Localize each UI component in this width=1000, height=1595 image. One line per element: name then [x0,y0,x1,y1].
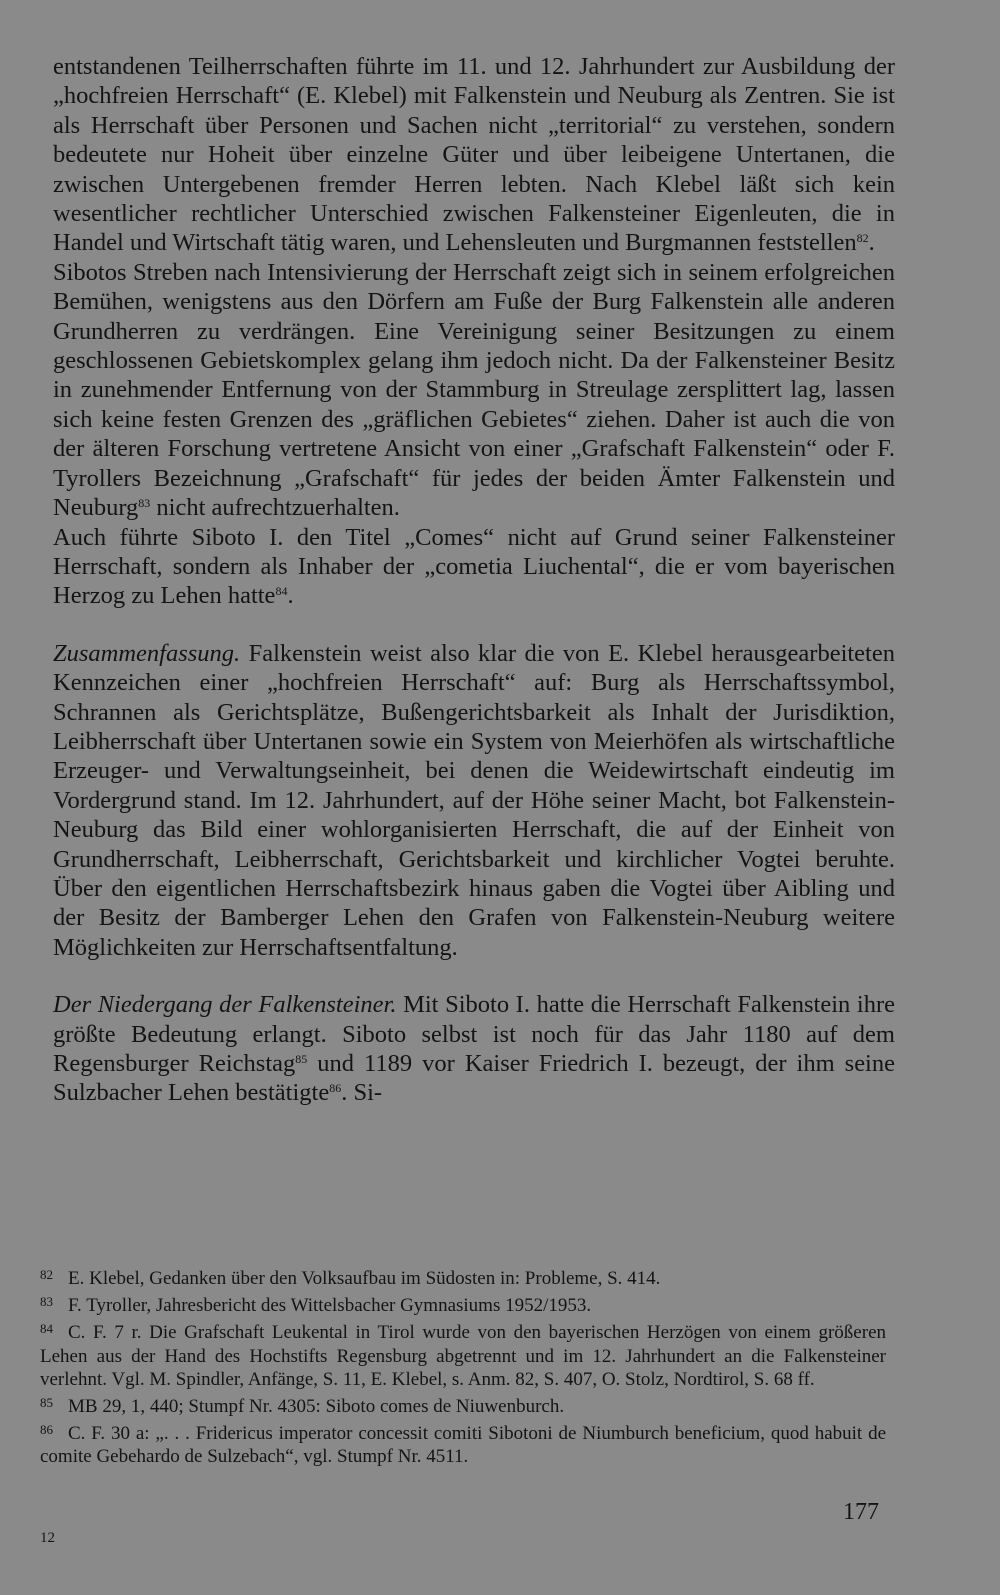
paragraph-3: Auch führte Siboto I. den Titel „Comes“ nicht auf Grund seiner Falkensteiner Herrschaft, sondern als Inhaber der „cometia Liuchental“, die er vom bayerischen Herzog zu Lehen hatte$^{84}$. [53,523,895,610]
section-heading-summary: Zusammenfassung. [53,639,241,667]
footnote-number: 83 [40,1294,53,1310]
paragraph-1: entstandenen Teilherrschaften führte im 11. und 12. Jahrhundert zur Ausbildung der „hochfreien Herrschaft“ (E. Klebel) mit Falkenstein und Neuburg als Zentren. Sie ist als Herrschaft über Personen und Sachen nicht „territorial“ zu verstehen, sondern bedeutete nur Hoheit über einzelne Güter und über leibeigene Untertanen, die zwischen Untergebenen fremder Herren lebten. Nach Klebel läßt sich kein wesentlicher rechtlicher Unterschied zwischen Falkensteiner Eigenleuten, die in Handel und Wirtschaft tätig waren, und Lehensleuten und Burgmannen feststellen$^{82}$. [53,53,895,257]
footnote-ref-86[interactable]: 86 [329,1081,342,1096]
footnote-82: 82 E. Klebel, Gedanken über den Volksaufbau im Südosten in: Probleme, S. 414. [40,1263,886,1290]
paragraph-summary: Zusammenfassung. Falkenstein weist also klar die von E. Klebel herausgearbeiteten Kennzeichen einer „hochfreien Herrschaft“ auf: Burg als Herrschaftssymbol, Schrannen als Gerichtsplätze, Bußengerichtsbarkeit als Inhalt der Jurisdiktion, Leibherrschaft über Untertanen sowie ein System von Meierhöfen als wirtschaftliche Erzeuger- und Verwaltungseinheit, bei denen die Weidewirtschaft eindeutig im Vordergrund stand. Im 12. Jahrhundert, auf der Höhe seiner Macht, bot Falkenstein-Neuburg das Bild einer wohlorganisierten Herrschaft, die auf der Einheit von Grundherrschaft, Leibherrschaft, Gerichtsbarkeit und kirchlicher Vogtei beruhte. Über den eigentlichen Herrschaftsbezirk hinaus gaben die Vogtei über Aibling und der Besitz der Bamberger Lehen den Grafen von Falkenstein-Neuburg weitere Möglichkeiten zur Herrschaftsentfaltung. [53,639,895,961]
footnotes [40,1263,886,1469]
footnote-85: 85 MB 29, 1, 440; Stumpf Nr. 4305: Siboto comes de Niuwenburch. [40,1391,886,1418]
body-text [53,52,895,1108]
footnote-ref-84[interactable]: 84 [275,584,288,599]
paragraph-gap [53,611,895,639]
footnote-number: 85 [40,1395,53,1411]
footnote-84: 84 C. F. 7 r. Die Grafschaft Leukental in Tirol wurde von den bayerischen Herzögen von einem größeren Lehen aus der Hand des Hochstifts Regensburg abgetrennt und im 12. Jahrhundert an die Falkensteiner verlehnt. Vgl. M. Spindler, Anfänge, S. 11, E. Klebel, s. Anm. 82, S. 407, O. Stolz, Nordtirol, S. 68 ff. [40,1317,886,1391]
footnote-ref-85[interactable]: 85 [295,1052,308,1066]
footnote-number: 84 [40,1321,53,1337]
footnote-86: 86 C. F. 30 a: „. . . Fridericus imperator concessit comiti Sibotoni de Niumburch beneficium, quod habuit de comite Gebehardo de Sulzebach“, vgl. Stumpf Nr. 4511. [40,1418,886,1468]
paragraph-decline: Der Niedergang der Falkensteiner. Mit Siboto I. hatte die Herrschaft Falkenstein ihre größte Bedeutung erlangt. Siboto selbst ist noch für das Jahr 1180 auf dem Regensburger Reichstag$^{85}$ und 1189 vor Kaiser Friedrich I. bezeugt, der ihm seine Sulzbacher Lehen bestätigte$^{86}$. Si- [53,991,895,1107]
page-number: 177 [843,1499,879,1525]
footnote-ref-83[interactable]: 83 [138,496,151,511]
footnote-83: 83 F. Tyroller, Jahresbericht des Wittelsbacher Gymnasiums 1952/1953. [40,1290,886,1317]
signature-mark: 12 [40,1530,55,1546]
section-heading-decline: Der Niedergang der Falkensteiner. [53,991,397,1019]
paragraph-gap [53,962,895,990]
footnote-number: 86 [40,1422,53,1438]
footnote-ref-82[interactable]: 82 [856,231,869,246]
footnote-number: 82 [40,1267,53,1282]
paragraph-2: Sibotos Streben nach Intensivierung der Herrschaft zeigt sich in seinem erfolgreichen Bemühen, wenigstens aus den Dörfern am Fuße der Burg Falkenstein alle anderen Grundherren zu verdrängen. Eine Vereinigung seiner Besitzungen zu einem geschlossenen Gebietskomplex gelang ihm jedoch nicht. Da der Falkensteiner Besitz in zunehmender Entfernung von der Stammburg in Streulage zersplittert lag, lassen sich keine festen Grenzen des „gräflichen Gebietes“ ziehen. Daher ist auch die von der älteren Forschung vertretene Ansicht von einer „Grafschaft Falkenstein“ oder F. Tyrollers Bezeichnung „Grafschaft“ für jedes der beiden Ämter Falkenstein und Neuburg$^{83}$ nicht aufrechtzuerhalten. [53,258,895,522]
